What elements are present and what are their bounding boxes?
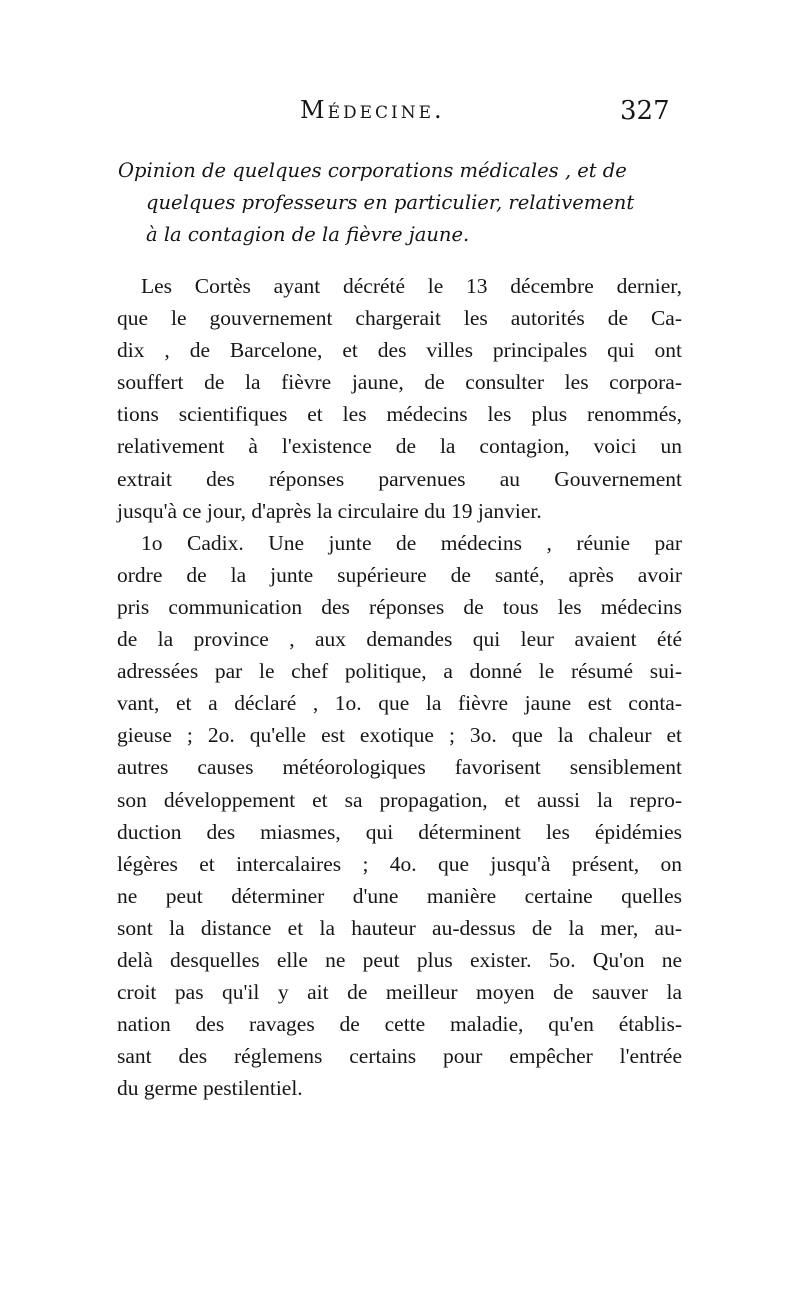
- text-line: 1o Cadix. Une junte de médecins , réunie par: [141, 530, 682, 555]
- paragraph: [117, 270, 682, 527]
- text-line: dix , de Barcelone, et des villes principales qui ont: [117, 338, 682, 363]
- heading-line: Opinion de quelques corporations médicales , et de: [118, 159, 627, 182]
- text-line: légères et intercalaires ; 4o. que jusqu'à présent, on: [117, 851, 682, 876]
- text-line: du germe pestilentiel.: [117, 1076, 303, 1101]
- text-line: vant, et a déclaré , 1o. que la fièvre jaune est conta-: [117, 691, 682, 716]
- section-heading: [118, 155, 698, 251]
- text-line: pris communication des réponses de tous les médecins: [117, 594, 682, 619]
- text-line: autres causes météorologiques favorisent sensiblement: [117, 755, 682, 780]
- text-line: croit pas qu'il y ait de meilleur moyen de sauver la: [117, 980, 682, 1005]
- text-line: extrait des réponses parvenues au Gouvernement: [117, 466, 682, 491]
- text-line: nation des ravages de cette maladie, qu'en établis-: [117, 1012, 682, 1037]
- text-line: ne peut déterminer d'une manière certaine quelles: [117, 883, 682, 908]
- text-line: tions scientifiques et les médecins les plus renommés,: [117, 402, 682, 427]
- text-line: ordre de la junte supérieure de santé, après avoir: [117, 562, 682, 587]
- text-line: son développement et sa propagation, et aussi la repro-: [117, 787, 682, 812]
- heading-line: à la contagion de la fièvre jaune.: [146, 223, 470, 246]
- text-line: gieuse ; 2o. qu'elle est exotique ; 3o. que la chaleur et: [117, 723, 682, 748]
- body-text: [117, 270, 682, 1104]
- running-head: [0, 96, 800, 136]
- heading-line: quelques professeurs en particulier, relativement: [146, 191, 635, 214]
- text-line: adressées par le chef politique, a donné le résumé sui-: [117, 659, 682, 684]
- text-line: souffert de la fièvre jaune, de consulter les corpora-: [117, 370, 682, 395]
- text-line: sont la distance et la hauteur au-dessus de la mer, au-: [117, 915, 682, 940]
- text-line: relativement à l'existence de la contagion, voici un: [117, 434, 682, 459]
- text-line: que le gouvernement chargerait les autorités de Ca-: [117, 306, 682, 331]
- text-line: delà desquelles elle ne peut plus exister. 5o. Qu'on ne: [117, 947, 682, 972]
- running-title: Médecine.: [300, 96, 445, 124]
- text-line: de la province , aux demandes qui leur avaient été: [117, 627, 682, 652]
- text-line: jusqu'à ce jour, d'après la circulaire du 19 janvier.: [117, 498, 542, 523]
- paragraph: [117, 527, 682, 1105]
- text-line: Les Cortès ayant décrété le 13 décembre dernier,: [141, 274, 682, 298]
- page-number: 327: [620, 96, 670, 126]
- text-line: duction des miasmes, qui déterminent les épidémies: [117, 819, 682, 844]
- text-line: sant des réglemens certains pour empêcher l'entrée: [117, 1044, 682, 1069]
